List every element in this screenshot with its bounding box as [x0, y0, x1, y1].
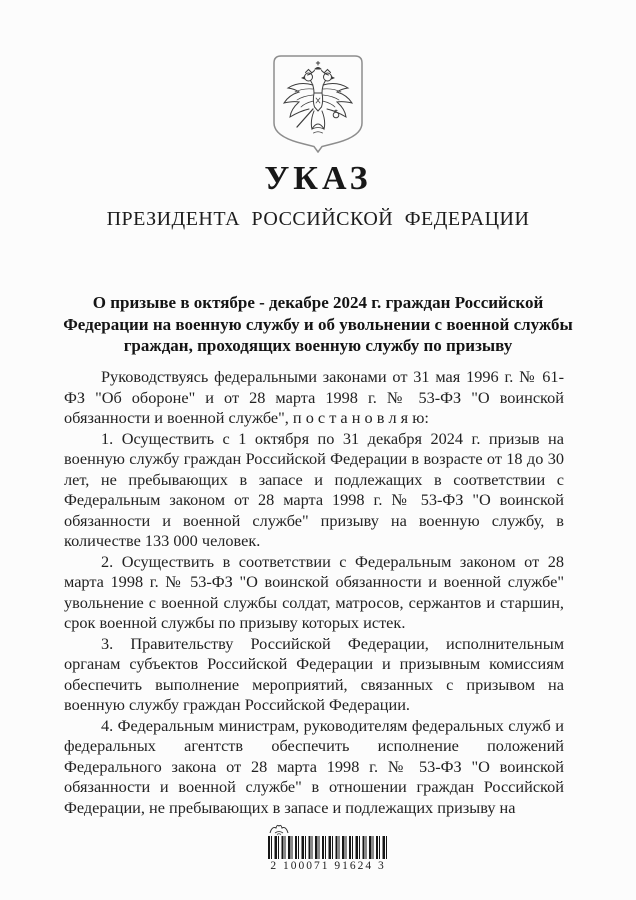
barcode-icon — [268, 836, 388, 859]
decree-title: УКАЗ — [264, 160, 372, 197]
decree-preamble: Руководствуясь федеральными законами от 31 мая 1996 г. № 61-ФЗ "Об обороне" и от 28 марта 1998 г. № 53-ФЗ "О воинской обязанности и военной службе", п о с т а н о в л я ю: — [64, 367, 564, 427]
decree-body — [64, 367, 564, 818]
stamp-eagle-icon — [269, 822, 289, 835]
barcode-digits: 2 100071 91624 3 — [270, 860, 386, 872]
decree-paragraph-3: 3. Правительству Российской Федерации, исполнительным органам субъектов Российской Федерации и призывным комиссиям обеспечить выполнение мероприятий, связанных с призывом на военную службу граждан Российской Федерации. — [64, 633, 564, 714]
double-headed-eagle-icon — [273, 55, 363, 153]
decree-subject: О призыве в октябре - декабре 2024 г. граждан Российской Федерации на военную службу и об увольнении с военной службы граждан, проходящих военную службу по призыву — [63, 293, 573, 355]
decree-paragraph-1: 1. Осуществить с 1 октября по 31 декабря 2024 г. призыв на военную службу граждан Российской Федерации в возрасте от 18 до 30 лет, не пребывающих в запасе и подлежащих в соответствии с Федеральным законом от 28 марта 1998 г. № 53-ФЗ "О воинской обязанности и военной службе" призыву на военную службу, в количестве 133 000 человек. — [64, 428, 564, 550]
decree-paragraph-2: 2. Осуществить в соответствии с Федеральным законом от 28 марта 1998 г. № 53-ФЗ "О воинской обязанности и военной службе" увольнение с военной службы солдат, матросов, сержантов и старшин, срок военной службы по призыву которых истек. — [64, 551, 564, 632]
decree-paragraph-4: 4. Федеральным министрам, руководителям федеральных служб и федеральных агентств обеспечить исполнение положений Федерального закона от 28 марта 1998 г. № 53-ФЗ "О воинской обязанности и военной службе" в отношении граждан Российской Федерации, не пребывающих в запасе и подлежащих призыву на — [64, 715, 564, 817]
russia-coat-of-arms-icon — [273, 55, 363, 153]
decree-issuer: ПРЕЗИДЕНТА РОССИЙСКОЙ ФЕДЕРАЦИИ — [106, 208, 530, 230]
barcode-block — [266, 822, 390, 872]
